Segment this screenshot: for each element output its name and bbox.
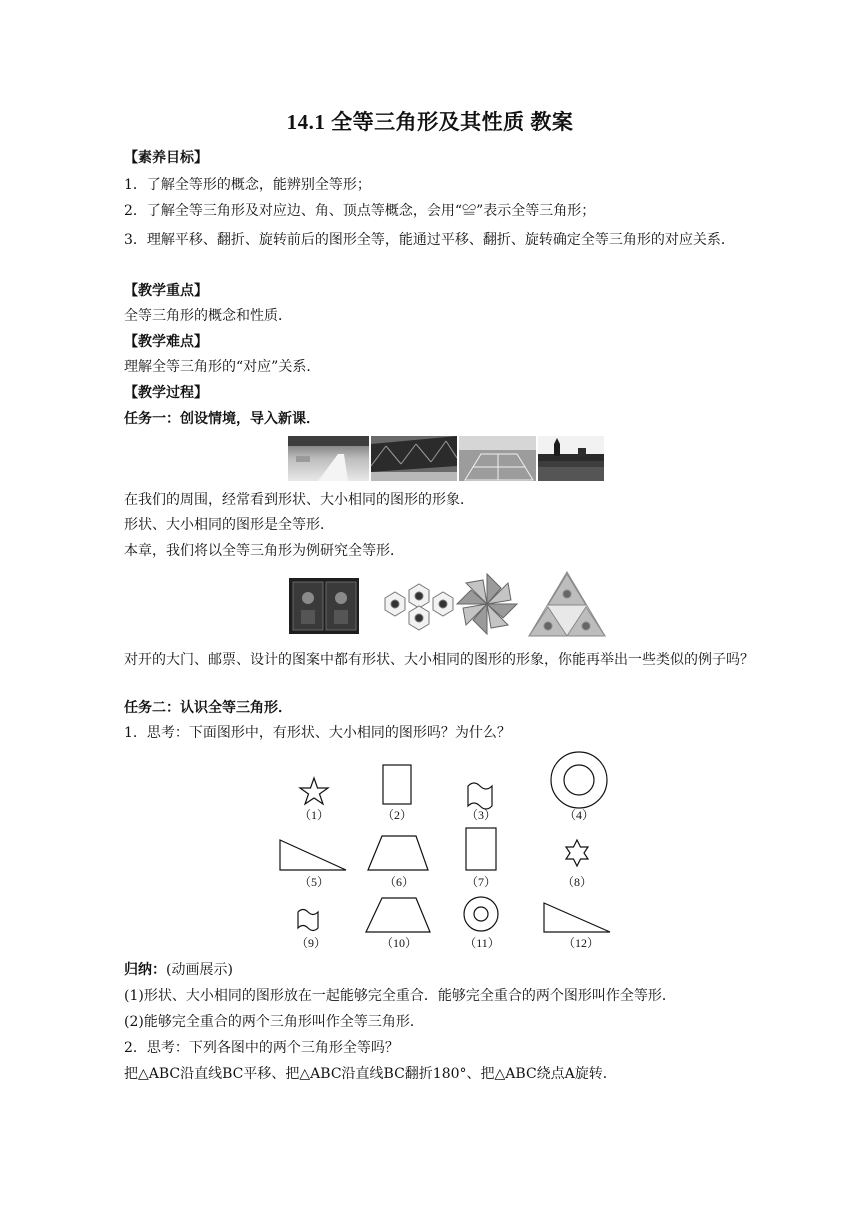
- scene-photo-castle: [538, 436, 604, 481]
- task1-paragraph-3: 本章，我们将以全等三角形为例研究全等形．: [124, 543, 404, 559]
- task1-heading: 任务一：创设情境，导入新课．: [124, 411, 320, 427]
- scene-photo-bridge: [371, 436, 456, 481]
- shape-label-4: （4）: [563, 808, 595, 822]
- shape-11-ring-inner: [474, 907, 488, 921]
- double-door-image: [289, 578, 359, 634]
- goal-item-3: 3．理解平移、翻折、旋转前后的图形全等，能通过平移、翻折、旋转确定全等三角形的对应关系．: [124, 232, 735, 248]
- shape-7-rectangle: [466, 828, 496, 870]
- shape-10-trapezoid: [366, 898, 430, 932]
- shape-label-8: （8）: [561, 875, 593, 889]
- process-heading: 【教学过程】: [124, 385, 208, 401]
- task1-paragraph-4: 对开的大门、邮票、设计的图案中都有形状、大小相同的图形的形象，你能再举出一些类似的例子吗？: [124, 652, 754, 668]
- task2-question-1: 1．思考：下面图形中，有形状、大小相同的图形吗？为什么？: [124, 725, 511, 741]
- shape-label-9: （9）: [295, 936, 327, 950]
- scene-photo-court: [459, 436, 537, 481]
- goal-item-1: 1．了解全等形的概念，能辨别全等形；: [124, 177, 371, 193]
- pinwheel-image: [457, 574, 517, 634]
- triangle-pattern-image: [529, 572, 605, 636]
- scene-photo-strip: [288, 436, 604, 481]
- task2-question-2-detail: 把△ABC沿直线BC平移、把△ABC沿直线BC翻折180°、把△ABC绕点A旋转．: [124, 1066, 617, 1082]
- difficulty-heading: 【教学难点】: [124, 334, 208, 350]
- shape-label-1: （1）: [298, 808, 330, 822]
- summary-heading: 归纳：: [124, 962, 166, 978]
- document-title: 14.1 全等三角形及其性质 教案: [286, 110, 574, 134]
- key-point-heading: 【教学重点】: [124, 283, 208, 299]
- shape-4-ring-outer: [551, 752, 607, 808]
- task1-paragraph-1: 在我们的周围，经常看到形状、大小相同的图形的形象．: [124, 492, 474, 508]
- scene-photo-plaza: [288, 436, 369, 481]
- summary-note: (动画展示): [166, 962, 233, 978]
- stamps-image: [385, 584, 453, 630]
- shape-label-11: （11）: [464, 936, 500, 950]
- shape-label-12: （12）: [562, 936, 600, 950]
- pattern-images: [287, 570, 607, 638]
- key-point-text: 全等三角形的概念和性质．: [124, 308, 292, 324]
- difficulty-text: 理解全等三角形的“对应”关系．: [124, 359, 321, 375]
- task1-paragraph-2: 形状、大小相同的图形是全等形．: [124, 517, 334, 533]
- shape-label-10: （10）: [380, 936, 418, 950]
- shape-12-right-triangle: [544, 903, 610, 932]
- shape-5-right-triangle: [280, 840, 346, 870]
- shape-3-flag: [468, 783, 492, 809]
- goal-item-2: 2．了解全等三角形及对应边、角、顶点等概念，会用“≌”表示全等三角形；: [124, 203, 596, 219]
- shape-label-5: （5）: [298, 875, 330, 889]
- shape-4-ring-inner: [564, 765, 594, 795]
- shape-label-6: （6）: [383, 875, 415, 889]
- summary-line: [124, 960, 233, 980]
- summary-statement-1: (1)形状、大小相同的图形放在一起能够完全重合．能够完全重合的两个图形叫作全等形．: [124, 988, 676, 1004]
- shape-8-hexagram: [566, 840, 588, 866]
- shape-2-rectangle: [383, 765, 411, 804]
- task2-heading: 任务二：认识全等三角形．: [124, 700, 292, 716]
- shape-6-trapezoid: [368, 836, 428, 870]
- shape-label-7: （7）: [465, 875, 497, 889]
- shape-11-ring-outer: [464, 897, 498, 931]
- summary-statement-2: (2)能够完全重合的两个三角形叫作全等三角形．: [124, 1014, 424, 1030]
- task2-question-2: 2．思考：下列各图中的两个三角形全等吗？: [124, 1040, 399, 1056]
- shape-9-flag: [298, 910, 318, 931]
- shapes-figure: [270, 748, 630, 958]
- shape-label-2: （2）: [381, 808, 413, 822]
- shape-1-star: [300, 778, 328, 804]
- shape-label-3: （3）: [465, 808, 497, 822]
- goals-heading: 【素养目标】: [124, 150, 208, 166]
